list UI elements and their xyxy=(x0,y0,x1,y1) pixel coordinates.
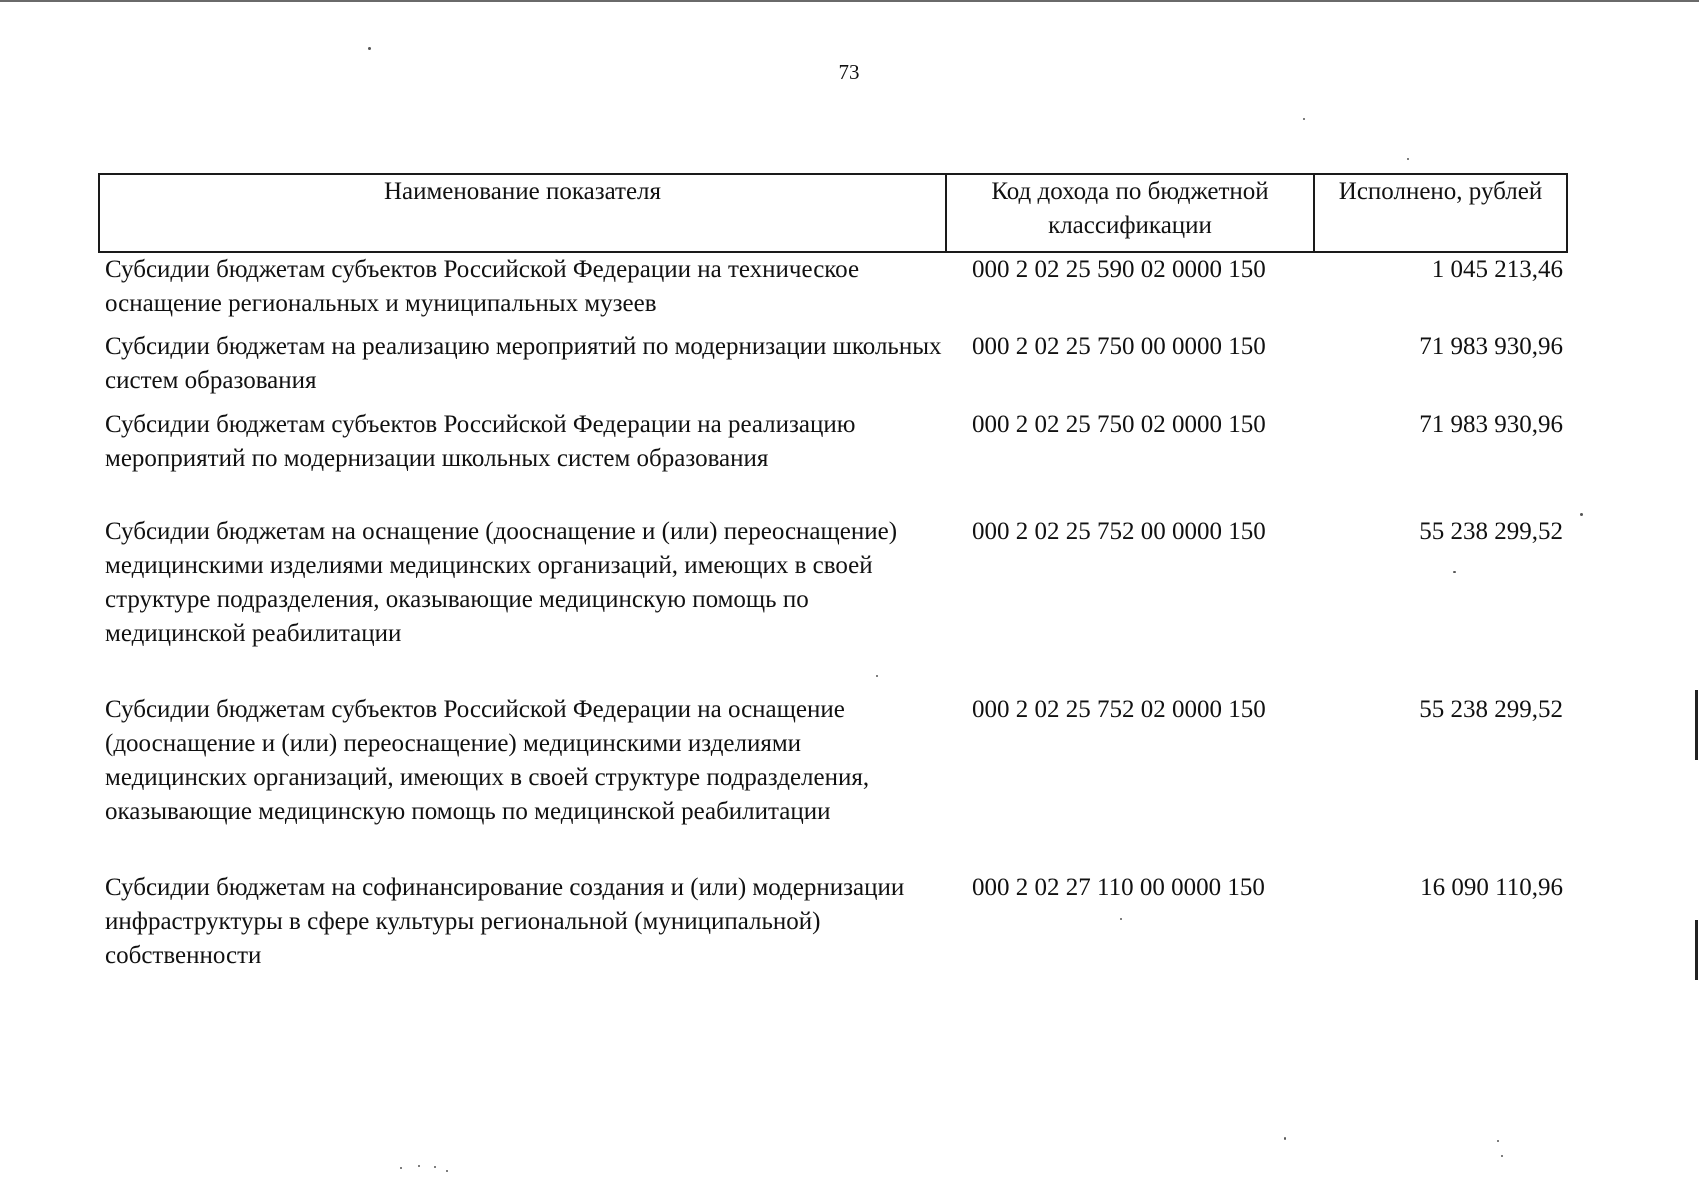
scan-speck xyxy=(876,675,878,677)
revenue-code: 000 2 02 25 752 02 0000 150 xyxy=(972,696,1266,723)
executed-amount: 16 090 110,96 xyxy=(1420,874,1563,901)
indicator-name: Субсидии бюджетам субъектов Российской Федерации на реализацию мероприятий по модернизации школьных систем образования xyxy=(105,411,856,472)
executed-amount: 71 983 930,96 xyxy=(1419,411,1563,438)
header-row xyxy=(99,174,1567,252)
table-row xyxy=(99,871,1567,981)
scan-speck xyxy=(400,1167,402,1169)
table-row xyxy=(99,252,1567,330)
table-row xyxy=(99,693,1567,871)
indicator-name: Субсидии бюджетам на реализацию мероприятий по модернизации школьных систем образования xyxy=(105,333,942,394)
scan-speck xyxy=(1284,1137,1286,1140)
scan-speck xyxy=(1497,1140,1499,1142)
scan-speck xyxy=(418,1165,420,1167)
indicator-name: Субсидии бюджетам субъектов Российской Федерации на техническое оснащение региональных и муниципальных музеев xyxy=(105,256,860,317)
scan-speck xyxy=(368,47,371,50)
table-row xyxy=(99,330,1567,408)
header-executed-amount: Исполнено, рублей xyxy=(1314,174,1567,252)
scan-speck xyxy=(1407,158,1409,160)
header-indicator-name: Наименование показателя xyxy=(99,174,946,252)
indicator-name: Субсидии бюджетам на софинансирование создания и (или) модернизации инфраструктуры в сфере культуры региональной (муниципальной) собственности xyxy=(105,874,905,969)
scan-speck xyxy=(1580,513,1583,516)
budget-report-table xyxy=(98,173,1568,981)
table-header xyxy=(99,174,1567,252)
revenue-code: 000 2 02 25 590 02 0000 150 xyxy=(972,256,1266,283)
table-row xyxy=(99,408,1567,515)
indicator-name: Субсидии бюджетам субъектов Российской Федерации на оснащение (дооснащение и (или) переоснащение) медицинскими изделиями медицинских организаций, имеющих в своей структуре подразделения, оказывающие медицинскую помощь по медицинской реабилитации xyxy=(105,696,870,825)
revenue-code: 000 2 02 25 750 02 0000 150 xyxy=(972,411,1266,438)
executed-amount: 1 045 213,46 xyxy=(1431,256,1563,283)
table-body xyxy=(99,252,1567,981)
executed-amount: 55 238 299,52 xyxy=(1419,696,1563,723)
revenue-code: 000 2 02 25 752 00 0000 150 xyxy=(972,518,1266,545)
indicator-name: Субсидии бюджетам на оснащение (дооснащение и (или) переоснащение) медицинскими изделиями медицинских организаций, имеющих в своей структуре подразделения, оказывающие медицинскую помощь по медицинской реабилитации xyxy=(105,518,898,647)
scan-speck xyxy=(446,1170,448,1172)
scan-speck xyxy=(1303,118,1305,120)
revenue-code: 000 2 02 25 750 00 0000 150 xyxy=(972,333,1266,360)
scan-speck xyxy=(1453,571,1456,573)
scan-margin-rule xyxy=(1695,690,1698,760)
executed-amount: 71 983 930,96 xyxy=(1419,333,1563,360)
table-row xyxy=(99,515,1567,693)
scan-top-edge xyxy=(0,0,1699,2)
page-number: 73 xyxy=(838,60,860,84)
executed-amount: 55 238 299,52 xyxy=(1419,518,1563,545)
revenue-code: 000 2 02 27 110 00 0000 150 xyxy=(972,874,1265,901)
header-revenue-code: Код дохода по бюджетной классификации xyxy=(946,174,1314,252)
scan-speck xyxy=(1501,1155,1503,1157)
scan-speck xyxy=(434,1166,436,1168)
scan-speck xyxy=(1120,918,1122,920)
scan-margin-rule xyxy=(1695,920,1698,980)
